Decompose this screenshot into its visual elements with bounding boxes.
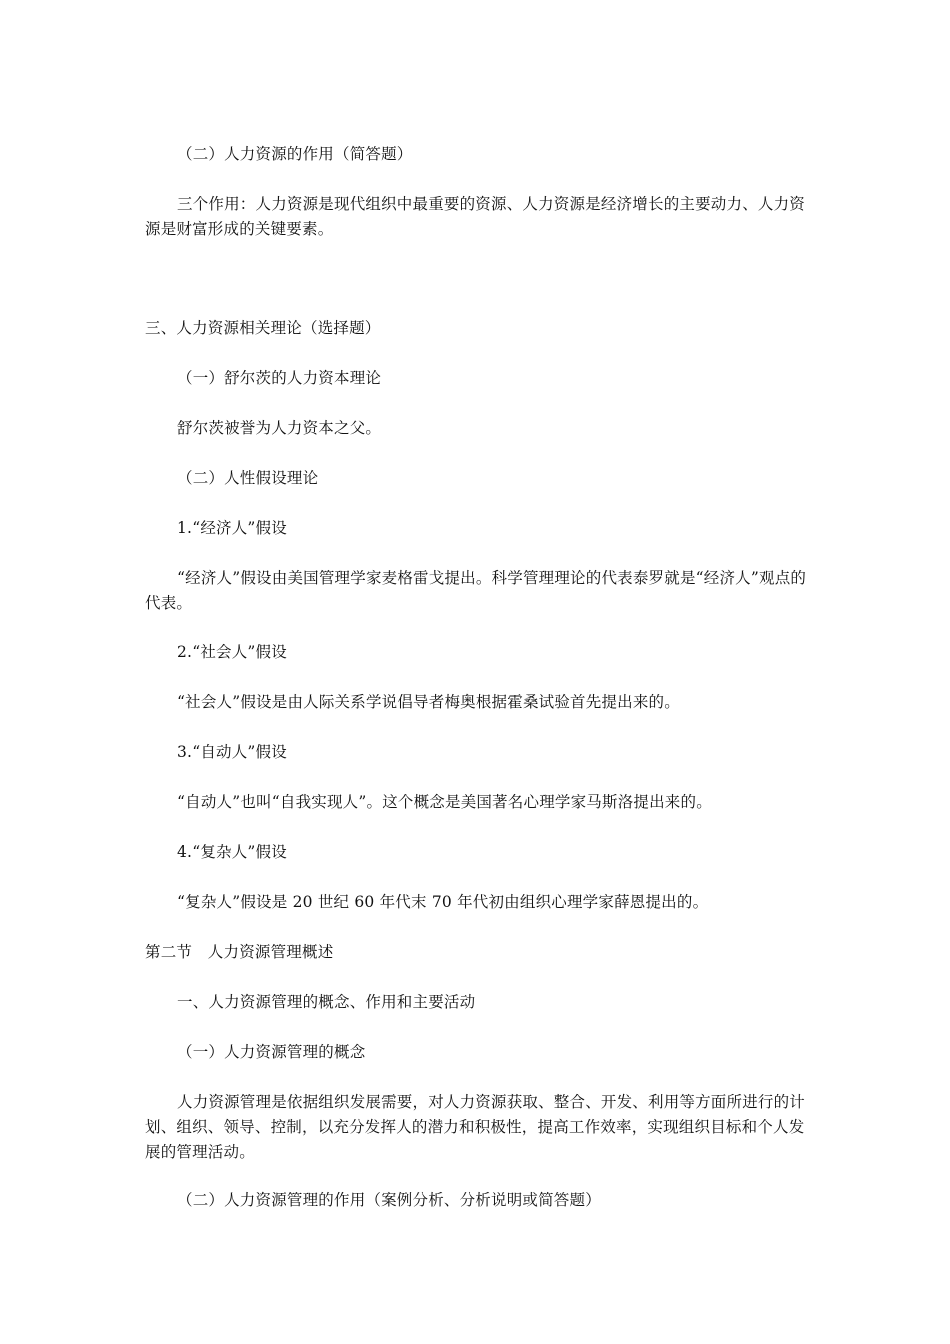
paragraph-three-roles: 三个作用：人力资源是现代组织中最重要的资源、人力资源是经济增长的主要动力、人力资源是财富形成的关键要素。: [145, 195, 806, 238]
paragraph-economic-man: “经济人”假设由美国管理学家麦格雷戈提出。科学管理理论的代表泰罗就是“经济人”观点的代表。: [145, 569, 807, 612]
item-social-man: 2.“社会人”假设: [177, 643, 287, 661]
item-economic-man: 1.“经济人”假设: [177, 519, 287, 537]
paragraph-self-actualizing-man: “自动人”也叫“自我实现人”。这个概念是美国著名心理学家马斯洛提出来的。: [177, 793, 712, 811]
paragraph-hrm-definition: 人力资源管理是依据组织发展需要，对人力资源获取、整合、开发、利用等方面所进行的计划、组织、领导、控制，以充分发挥人的潜力和积极性，提高工作效率，实现组织目标和个人发展的管理活动。: [145, 1093, 806, 1161]
subheading-hrm-role: （二）人力资源管理的作用（案例分析、分析说明或简答题）: [177, 1191, 601, 1209]
item-self-actualizing-man: 3.“自动人”假设: [177, 743, 287, 761]
subheading-human-nature-hypotheses: （二）人性假设理论: [177, 469, 319, 487]
heading-related-theories: 三、人力资源相关理论（选择题）: [145, 319, 381, 337]
paragraph-social-man: “社会人”假设是由人际关系学说倡导者梅奥根据霍桑试验首先提出来的。: [177, 693, 680, 711]
subheading-schultz-theory: （一）舒尔茨的人力资本理论: [177, 369, 382, 387]
paragraph-complex-man: “复杂人”假设是 20 世纪 60 年代末 70 年代初由组织心理学家薛恩提出的。: [177, 893, 709, 911]
subheading-hrm-concept: （一）人力资源管理的概念: [177, 1043, 366, 1061]
item-complex-man: 4.“复杂人”假设: [177, 843, 287, 861]
paragraph-schultz: 舒尔茨被誉为人力资本之父。: [177, 419, 382, 437]
subheading-role-of-hr: （二）人力资源的作用（简答题）: [177, 145, 413, 163]
heading-hrm-concept-role-activities: 一、人力资源管理的概念、作用和主要活动: [177, 993, 476, 1011]
section-heading-hrm-overview: 第二节 人力资源管理概述: [145, 943, 334, 961]
